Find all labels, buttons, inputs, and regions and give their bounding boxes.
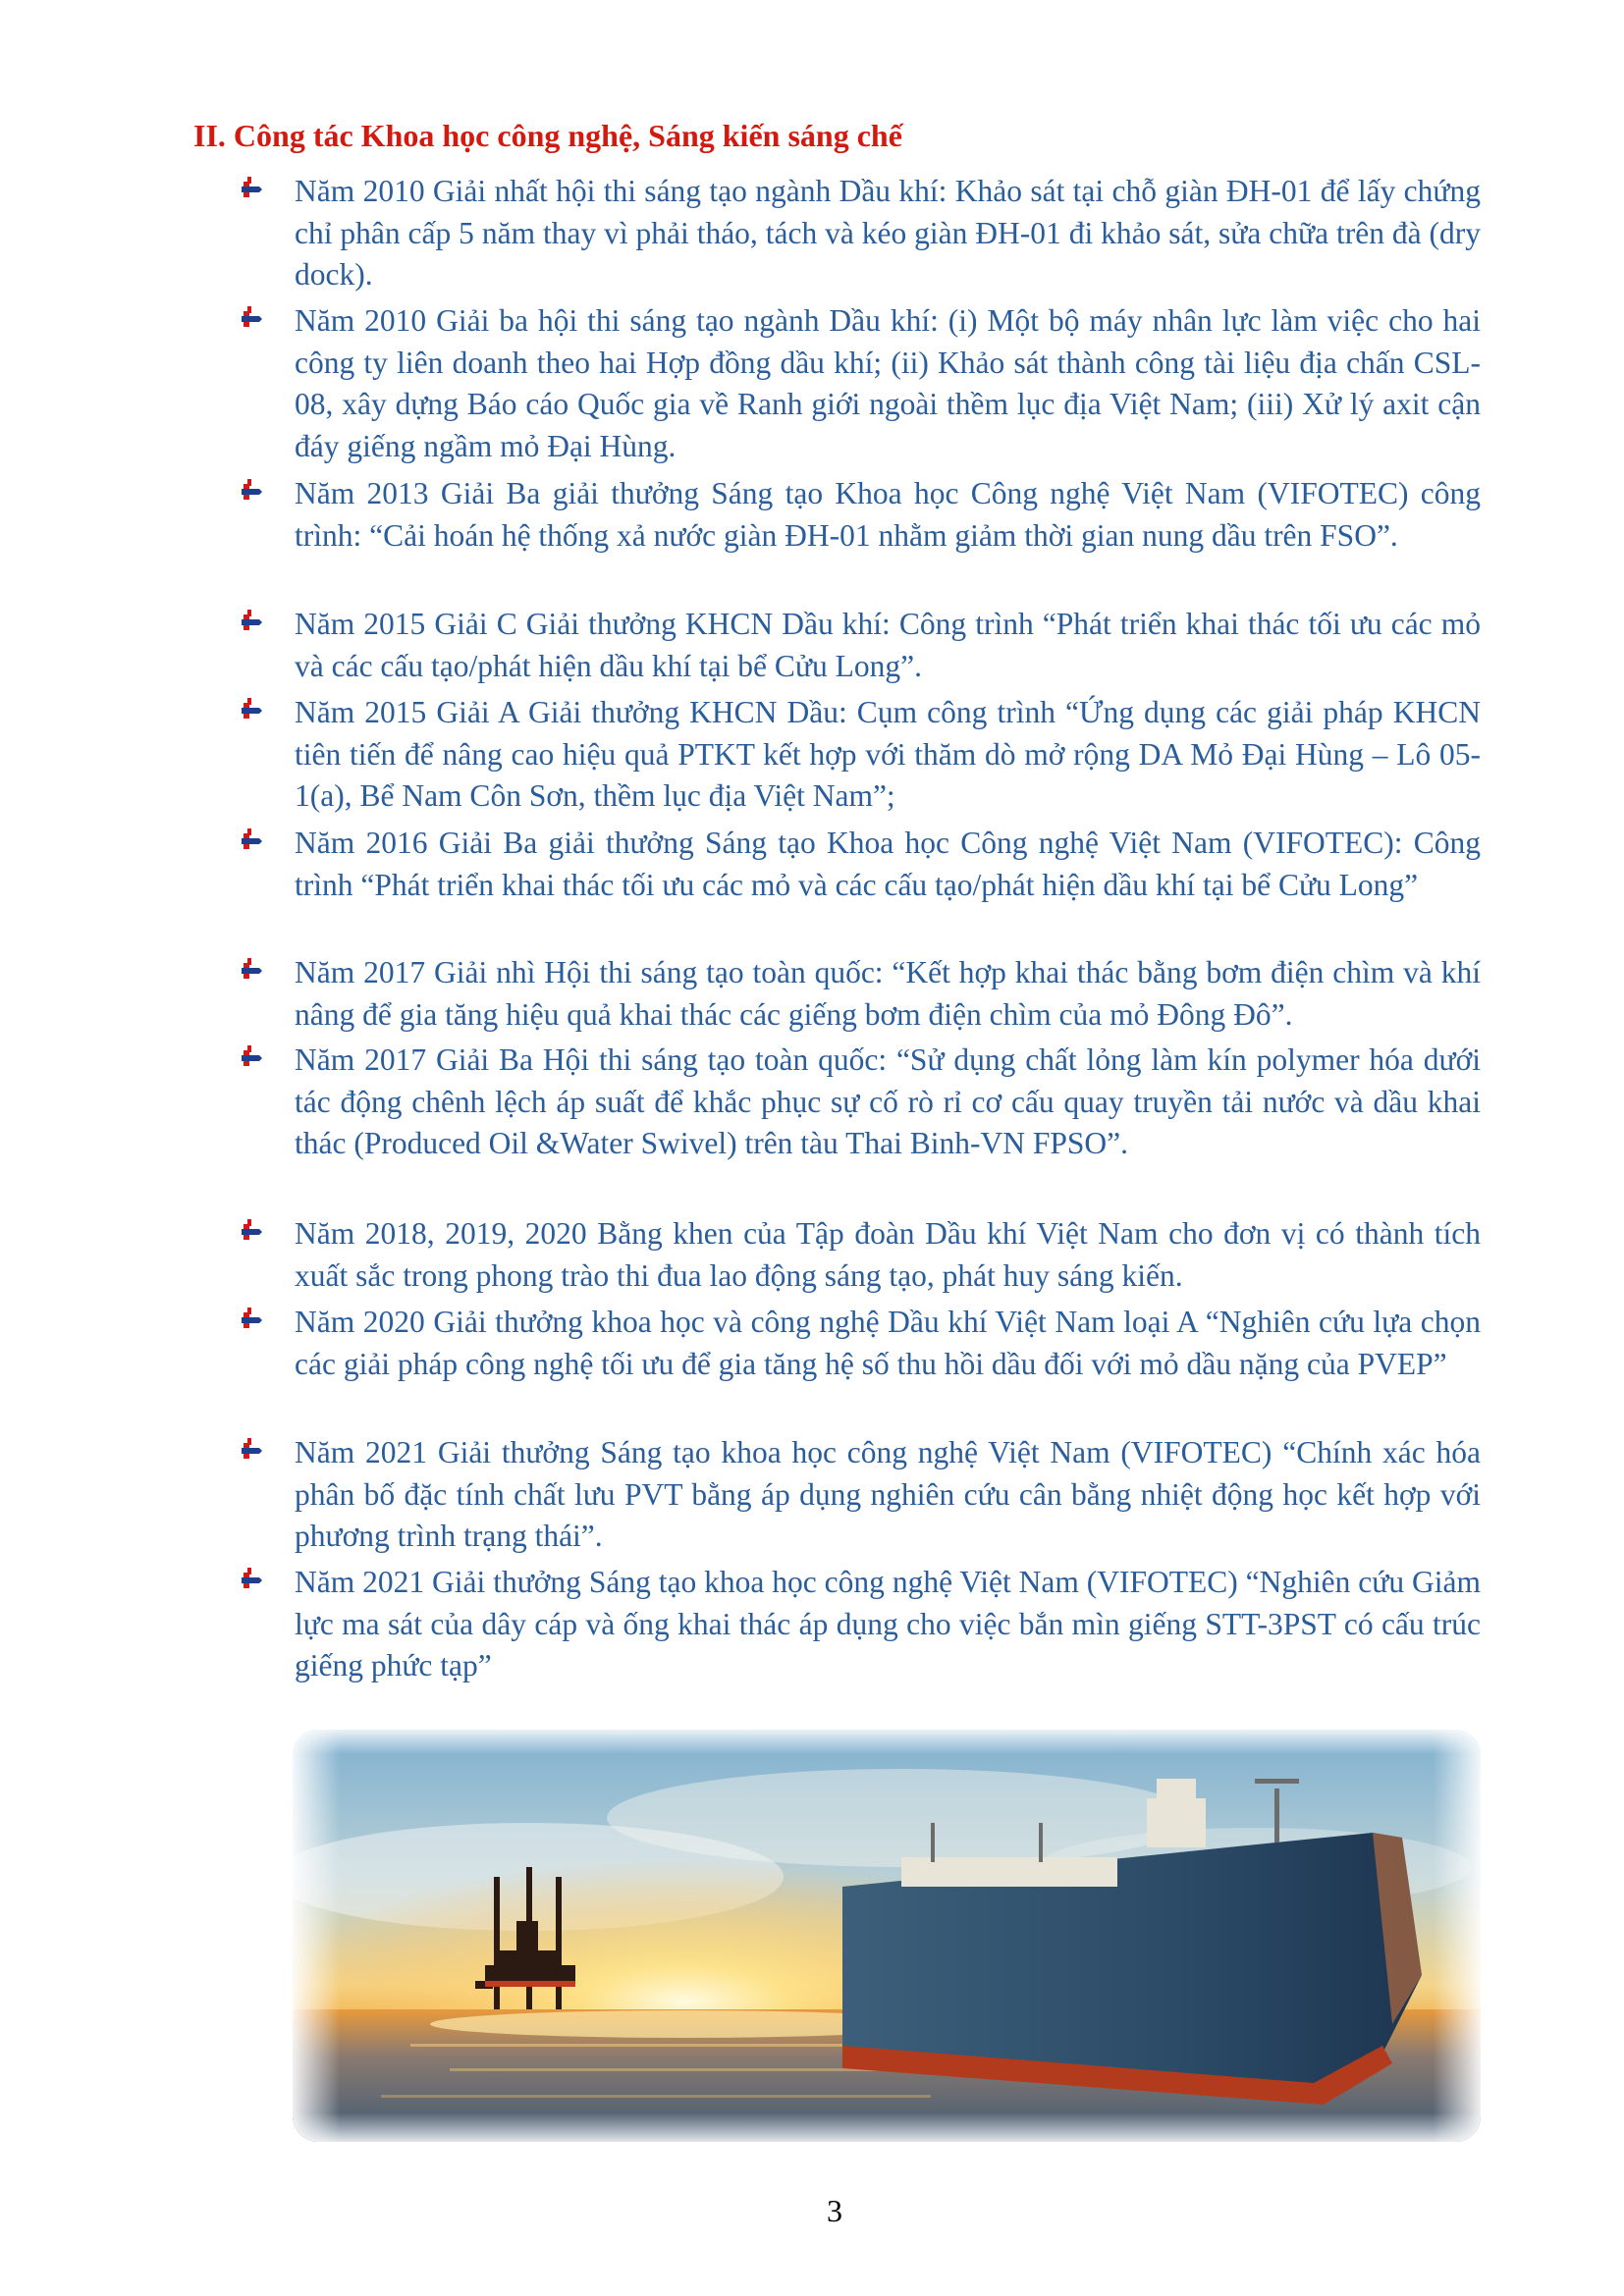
arrow-bullet-icon bbox=[240, 609, 263, 632]
arrow-bullet-icon bbox=[240, 1437, 263, 1461]
list-item-text: Năm 2010 Giải ba hội thi sáng tạo ngành Dầu khí: (i) Một bộ máy nhân lực làm việc cho hai công ty liên doanh theo hai Hợp đồng dầu khí; (ii) Khảo sát thành công tài liệu địa chấn CSL-08, xây dựng Báo cáo Quốc gia về Ranh giới ngoài thềm lục địa Việt Nam; (iii) Xử lý axit cận đáy giếng ngầm mỏ Đại Hùng. bbox=[295, 303, 1481, 463]
arrow-bullet-icon bbox=[240, 478, 263, 502]
list-item-text: Năm 2018, 2019, 2020 Bằng khen của Tập đoàn Dầu khí Việt Nam cho đơn vị có thành tích xuất sắc trong phong trào thi đua lao động sáng tạo, phát huy sáng kiến. bbox=[295, 1216, 1481, 1293]
arrow-bullet-icon bbox=[240, 176, 263, 199]
page-number: 3 bbox=[827, 2193, 842, 2228]
list-item-text: Năm 2013 Giải Ba giải thưởng Sáng tạo Khoa học Công nghệ Việt Nam (VIFOTEC) công trình: “Cải hoán hệ thống xả nước giàn ĐH-01 nhằm giảm thời gian nung dầu trên FSO”. bbox=[295, 476, 1481, 553]
oil-rig-tanker-photo bbox=[293, 1730, 1481, 2142]
list-item-text: Năm 2015 Giải C Giải thưởng KHCN Dầu khí: Công trình “Phát triển khai thác tối ưu các mỏ và các cấu tạo/phát hiện dầu khí tại bể Cửu Long”. bbox=[295, 607, 1481, 683]
arrow-bullet-icon bbox=[240, 1567, 263, 1590]
arrow-bullet-icon bbox=[240, 1307, 263, 1330]
section-title: II. Công tác Khoa học công nghệ, Sáng kiến sáng chế bbox=[193, 118, 902, 153]
arrow-bullet-icon bbox=[240, 828, 263, 851]
list-item-text: Năm 2020 Giải thưởng khoa học và công nghệ Dầu khí Việt Nam loại A “Nghiên cứu lựa chọn các giải pháp công nghệ tối ưu để gia tăng hệ số thu hồi dầu đối với mỏ dầu nặng của PVEP” bbox=[295, 1305, 1481, 1381]
arrow-bullet-icon bbox=[240, 957, 263, 981]
list-item-text: Năm 2015 Giải A Giải thưởng KHCN Dầu: Cụm công trình “Ứng dụng các giải pháp KHCN tiên tiến để nâng cao hiệu quả PTKT kết hợp với thăm dò mở rộng DA Mỏ Đại Hùng – Lô 05-1(a), Bể Nam Côn Sơn, thềm lục địa Việt Nam”; bbox=[295, 695, 1481, 813]
list-item-text: Năm 2021 Giải thưởng Sáng tạo khoa học công nghệ Việt Nam (VIFOTEC) “Chính xác hóa phân bố đặc tính chất lưu PVT bằng áp dụng nghiên cứu cân bằng nhiệt động học kết hợp với phương trình trạng thái”. bbox=[295, 1435, 1481, 1553]
list-item-text: Năm 2017 Giải nhì Hội thi sáng tạo toàn quốc: “Kết hợp khai thác bằng bơm điện chìm và khí nâng để gia tăng hiệu quả khai thác các giếng bơm điện chìm của mỏ Đông Đô”. bbox=[295, 955, 1481, 1032]
arrow-bullet-icon bbox=[240, 697, 263, 721]
list-item-text: Năm 2017 Giải Ba Hội thi sáng tạo toàn quốc: “Sử dụng chất lỏng làm kín polymer hóa dưới tác động chênh lệch áp suất để khắc phục sự cố rò rỉ cơ cấu quay truyền tải nước và dầu khai thác (Produced Oil &Water Swivel) trên tàu Thai Binh-VN FPSO”. bbox=[295, 1042, 1481, 1160]
arrow-bullet-icon bbox=[240, 1044, 263, 1068]
list-item-text: Năm 2010 Giải nhất hội thi sáng tạo ngành Dầu khí: Khảo sát tại chỗ giàn ĐH-01 để lấy chứng chỉ phân cấp 5 năm thay vì phải tháo, tách và kéo giàn ĐH-01 đi khảo sát, sửa chữa trên đà (dry dock). bbox=[295, 174, 1481, 292]
arrow-bullet-icon bbox=[240, 305, 263, 329]
list-item-text: Năm 2021 Giải thưởng Sáng tạo khoa học công nghệ Việt Nam (VIFOTEC) “Nghiên cứu Giảm lực ma sát của dây cáp và ống khai thác áp dụng cho việc bắn mìn giếng STT-3PST có cấu trúc giếng phức tạp” bbox=[295, 1565, 1481, 1682]
arrow-bullet-icon bbox=[240, 1218, 263, 1242]
list-item-text: Năm 2016 Giải Ba giải thưởng Sáng tạo Khoa học Công nghệ Việt Nam (VIFOTEC): Công trình “Phát triển khai thác tối ưu các mỏ và các cấu tạo/phát hiện dầu khí tại bể Cửu Long” bbox=[295, 826, 1481, 902]
